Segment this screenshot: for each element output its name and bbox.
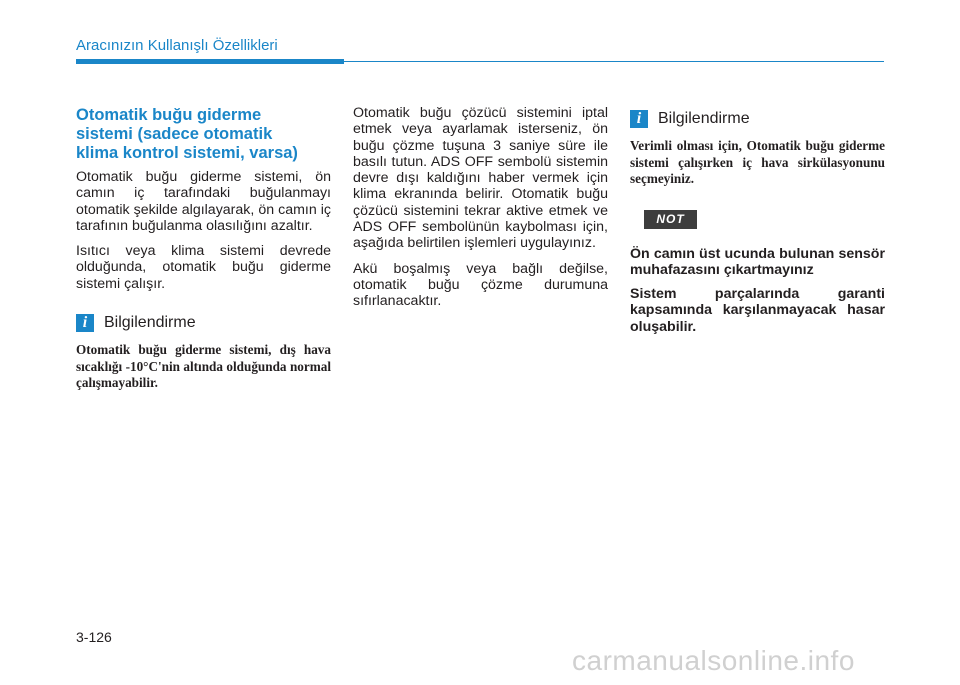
info-label: Bilgilendirme bbox=[104, 314, 196, 332]
section-heading-line: Otomatik buğu giderme bbox=[76, 106, 262, 124]
info-icon: i bbox=[76, 314, 94, 332]
column-middle bbox=[353, 105, 608, 319]
info-icon: i bbox=[630, 110, 648, 128]
watermark: carmanualsonline.info bbox=[572, 645, 855, 676]
body-paragraph: Otomatik buğu giderme sistemi, ön camın iç tarafındaki buğulanmayı otomatik şekilde algılayarak, ön camın iç tarafının buğulanma olasılığını azaltır. bbox=[76, 169, 331, 234]
column-left bbox=[76, 106, 331, 392]
body-paragraph: Otomatik buğu çözücü sistemini iptal etmek veya ayarlamak isterseniz, ön buğu çözme tuşuna 3 saniye süre ile basılı tutun. ADS OFF sembolü sistemin devre dışı kaldığını haber vermek için klima ekranında belirir. Otomatik buğu çözücü sistemini tekrar aktive etmek ve ADS OFF sembolünün kaybolması için, aşağıda belirtilen işlemleri uygulayınız. bbox=[353, 105, 608, 252]
info-text: Verimli olması için, Otomatik buğu giderme sistemi çalışırken iç hava sirkülasyonunu seçmeyiniz. bbox=[630, 138, 885, 186]
note-item: Sistem parçalarında garanti kapsamında karşılanmayacak hasar oluşabilir. bbox=[630, 286, 885, 335]
header-rule-thick bbox=[76, 59, 344, 64]
note-badge: NOT bbox=[644, 210, 697, 229]
info-text: Otomatik buğu giderme sistemi, dış hava sıcaklığı -10°C'nin altında olduğunda normal çalışmayabilir. bbox=[76, 342, 331, 391]
note-item: Ön camın üst ucunda bulunan sensör muhafazasını çıkartmayınız bbox=[630, 245, 885, 278]
column-right bbox=[630, 110, 885, 343]
header-rule-thin bbox=[344, 61, 884, 62]
section-heading bbox=[76, 106, 331, 163]
body-paragraph: Akü boşalmış veya bağlı değilse, otomatik buğu çözme durumuna sıfırlanacaktır. bbox=[353, 260, 608, 310]
header-title: Aracınızın Kullanışlı Özellikleri bbox=[76, 37, 278, 54]
section-heading-line: klima kontrol sistemi, varsa) bbox=[76, 144, 298, 162]
info-label: Bilgilendirme bbox=[658, 110, 750, 127]
body-paragraph: Isıtıcı veya klima sistemi devrede olduğunda, otomatik buğu giderme sistemi çalışır. bbox=[76, 243, 331, 292]
section-heading-line: sistemi (sadece otomatik bbox=[76, 125, 273, 143]
info-box-heading bbox=[76, 314, 331, 332]
page-number: 3-126 bbox=[76, 629, 112, 645]
info-box-heading bbox=[630, 110, 885, 128]
